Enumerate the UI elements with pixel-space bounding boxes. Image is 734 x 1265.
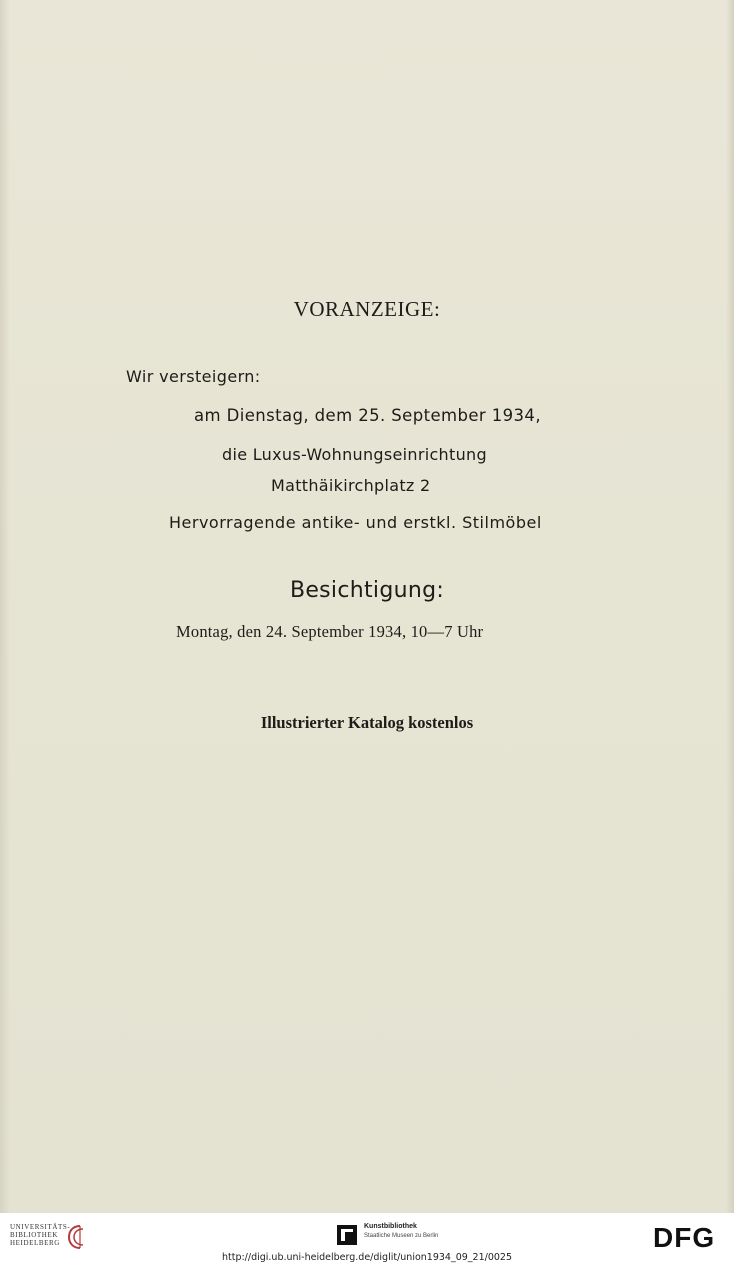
auction-object: die Luxus-Wohnungseinrichtung [222, 445, 487, 464]
kunstbibliothek-title: Kunstbibliothek [364, 1223, 417, 1230]
auction-address: Matthäikirchplatz 2 [271, 476, 431, 495]
ub-emblem-icon [66, 1224, 86, 1250]
permalink-url[interactable]: http://digi.ub.uni-heidelberg.de/diglit/union1934_09_21/0025 [221, 1252, 513, 1263]
ub-logo-line-1: UNIVERSITÄTS- [10, 1223, 71, 1231]
viewing-date: Montag, den 24. September 1934, 10—7 Uhr [176, 622, 484, 641]
ub-heidelberg-logo[interactable] [10, 1223, 70, 1247]
dfg-logo[interactable]: DFG [653, 1222, 716, 1253]
ub-logo-line-2: BIBLIOTHEK [10, 1231, 58, 1239]
page-heading: VORANZEIGE: [293, 297, 441, 321]
kunstbibliothek-subtitle: Staatliche Museen zu Berlin [364, 1233, 439, 1239]
footer-bar [0, 1213, 734, 1265]
kunstbibliothek-logo-icon [337, 1225, 357, 1245]
auction-description: Hervorragende antike- und erstkl. Stilmöbel [169, 513, 542, 532]
catalog-note: Illustrierter Katalog kostenlos [260, 713, 474, 732]
viewing-heading: Besichtigung: [289, 578, 445, 603]
intro-text: Wir versteigern: [126, 367, 261, 386]
ub-logo-line-3: HEIDELBERG [10, 1239, 60, 1247]
auction-date: am Dienstag, dem 25. September 1934, [194, 406, 541, 425]
